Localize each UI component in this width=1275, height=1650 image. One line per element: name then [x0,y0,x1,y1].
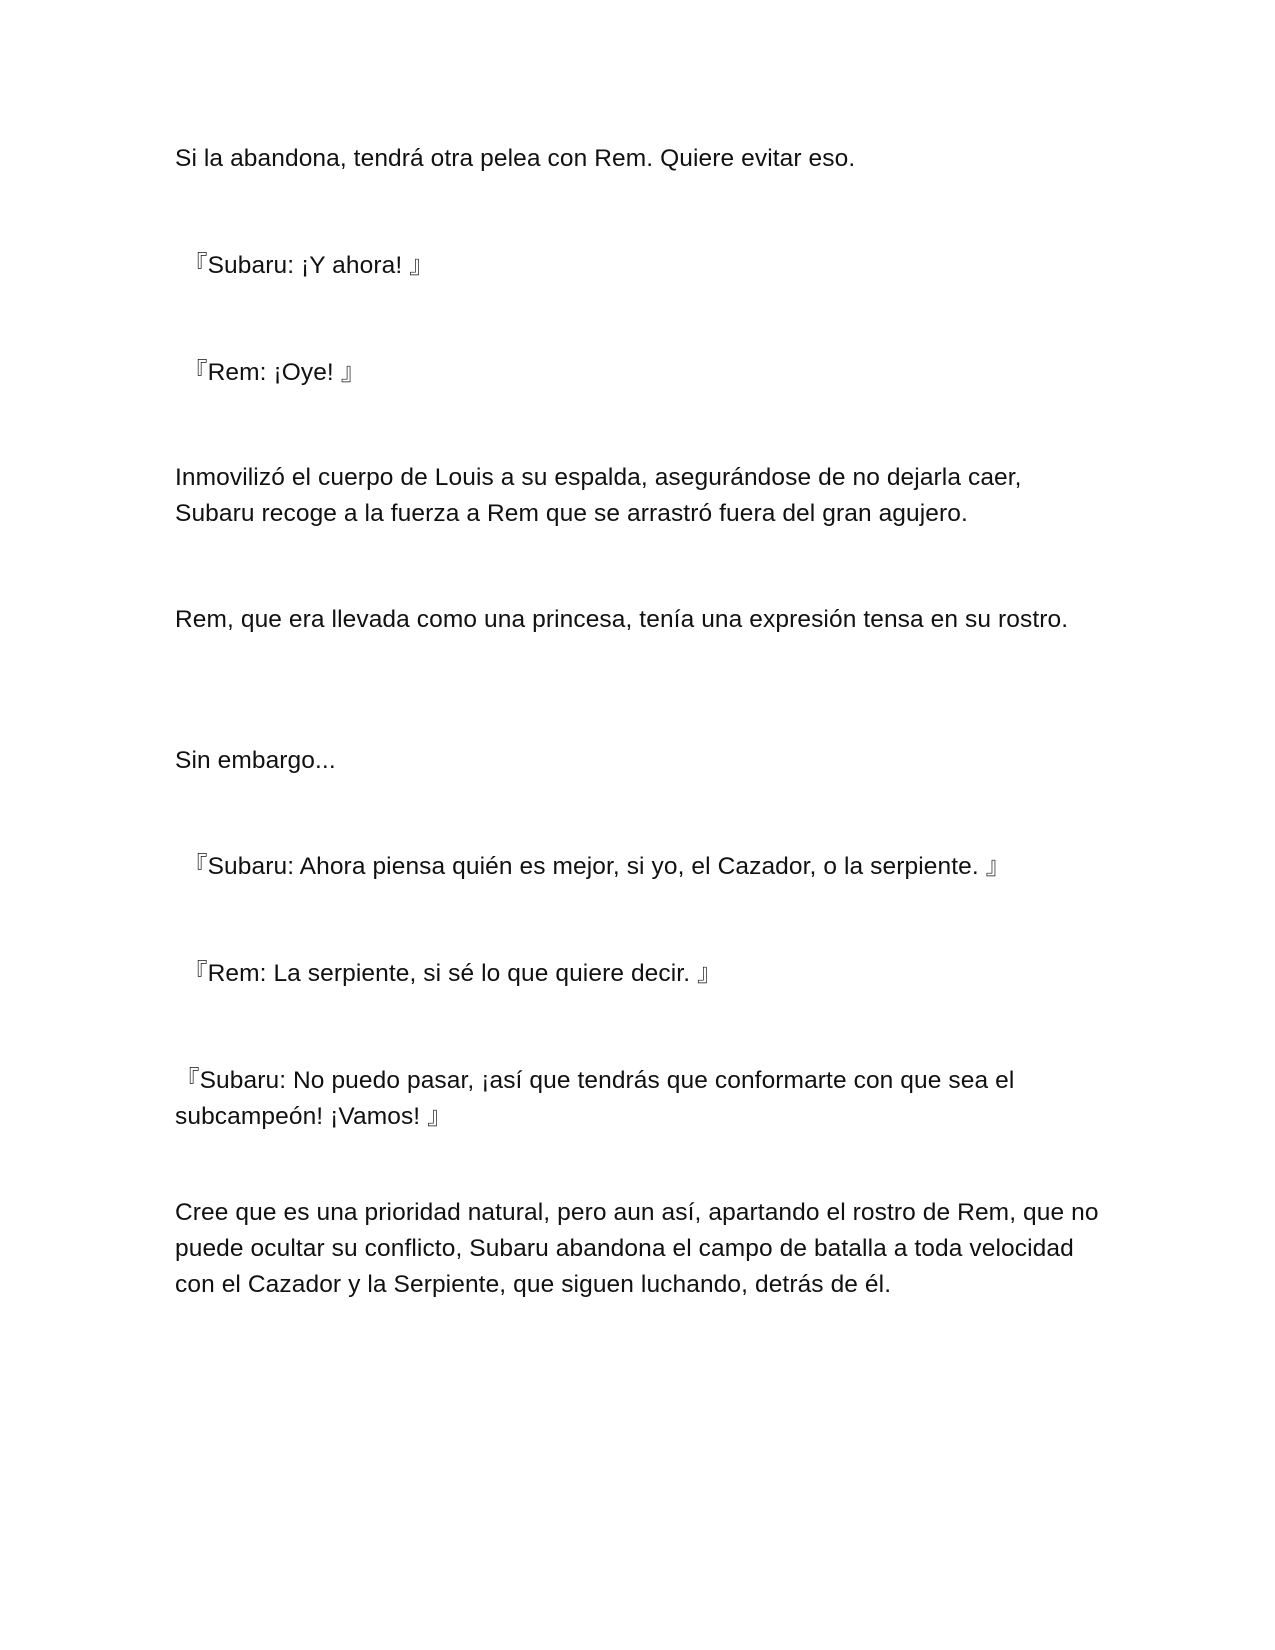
paragraph-2: Inmovilizó el cuerpo de Louis a su espalda, asegurándose de no dejarla caer, Subaru recoge a la fuerza a Rem que se arrastró fuera del gran agujero. [175,464,1022,527]
dialogue-subaru-2: 『Subaru: Ahora piensa quién es mejor, si yo, el Cazador, o la serpiente. 』 [183,853,1011,880]
paragraph-5: Cree que es una prioridad natural, pero aun así, apartando el rostro de Rem, que no puede ocultar su conflicto, Subaru abandona el campo de batalla a toda velocidad con el Cazador y la Serpiente, que siguen luchando, detrás de él. [175,1199,1099,1298]
paragraph-3: Rem, que era llevada como una princesa, tenía una expresión tensa en su rostro. [175,606,1069,633]
dialogue-subaru-1: 『Subaru: ¡Y ahora! 』 [183,252,434,279]
paragraph-1: Si la abandona, tendrá otra pelea con Rem. Quiere evitar eso. [175,145,856,172]
dialogue-rem-1: 『Rem: ¡Oye! 』 [183,359,366,386]
paragraph-4: Sin embargo... [175,747,336,774]
dialogue-rem-2: 『Rem: La serpiente, si sé lo que quiere decir. 』 [183,960,722,987]
dialogue-subaru-3: 『Subaru: No puedo pasar, ¡así que tendrás que conformarte con que sea el subcampeón! ¡Vamos! 』 [175,1067,1015,1130]
